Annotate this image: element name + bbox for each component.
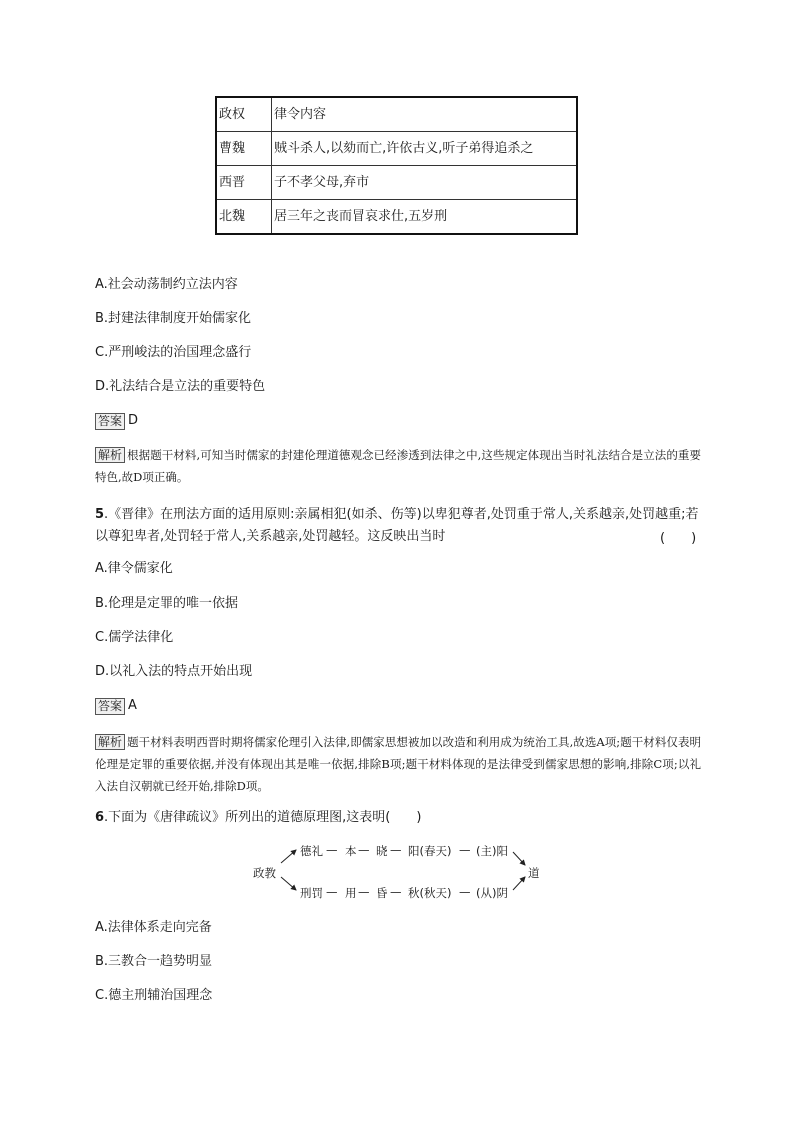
q4-answer-value: D: [128, 413, 139, 428]
q5-explain-badge: 解析: [95, 734, 125, 750]
q4-option-a: A.社会动荡制约立法内容: [95, 277, 238, 292]
q6-number: 6: [95, 810, 105, 825]
q5-answer-paren: ( ): [660, 531, 697, 546]
diagram-dash: —: [459, 885, 471, 899]
q5-explain-text: 题干材料表明西晋时期将儒家伦理引入法律,即儒家思想被加以改造和利用成为统治工具,故选A项;题干材料仅表明伦理是定罪的重要依据,并没有体现出其是唯一依据,排除B项;题干材料体现的是法律受到儒家思想的影响,排除C项;以礼入法自汉朝就已经开始,排除D项。: [95, 735, 701, 793]
diagram-bottom-3: 昏: [376, 886, 388, 900]
diagram-dash: —: [358, 885, 370, 899]
diagram-bottom-1: 刑罚: [300, 886, 323, 900]
header-cell: 政权: [216, 97, 272, 132]
table-cell: 贼斗杀人,以劾而亡,许依古义,听子弟得追杀之: [272, 132, 578, 166]
table-cell: 北魏: [216, 200, 272, 235]
diagram-left-node: 政教: [253, 866, 276, 880]
q4-answer-badge: 答案: [95, 413, 125, 430]
q5-text: .《晋律》在刑法方面的适用原则:亲属相犯(如杀、伤等)以卑犯尊者,处罚重于常人,关系越亲,处罚越重;若以尊犯卑者,处罚轻于常人,关系越亲,处罚越轻。这反映出当时: [95, 507, 699, 544]
diagram-right-node: 道: [528, 866, 540, 880]
diagram-top-3: 晓: [376, 844, 388, 858]
q6-option-b: B.三教合一趋势明显: [95, 954, 213, 969]
diagram-top-1: 德礼: [300, 844, 323, 858]
diagram-top-4: 阳(春天): [408, 844, 452, 858]
arrow-right-bottom: [513, 877, 525, 890]
q6-option-a: A.法律体系走向完备: [95, 920, 212, 935]
q6-option-c: C.德主刑辅治国理念: [95, 988, 213, 1003]
diagram-bottom-2: 用: [345, 886, 357, 900]
diagram-dash: —: [390, 843, 402, 857]
diagram-top-2: 本: [345, 844, 357, 858]
diagram-top-5: (主)阳: [476, 844, 508, 858]
q4-option-d: D.礼法结合是立法的重要特色: [95, 379, 266, 394]
q5-answer-value: A: [128, 698, 137, 713]
q4-option-c: C.严刑峻法的治国理念盛行: [95, 345, 252, 360]
table-cell: 子不孝父母,弃市: [272, 166, 578, 200]
arrow-left-top: [281, 850, 296, 863]
q4-option-b: B.封建法律制度开始儒家化: [95, 311, 252, 326]
q6-text: .下面为《唐律疏议》所列出的道德原理图,这表明( ): [104, 810, 422, 825]
q5-option-d: D.以礼入法的特点开始出现: [95, 664, 253, 679]
q4-explain-badge: 解析: [95, 447, 125, 463]
diagram-bottom-5: (从)阴: [476, 886, 508, 900]
header-cell: 律令内容: [272, 97, 578, 132]
q5-option-b: B.伦理是定罪的唯一依据: [95, 596, 239, 611]
diagram-dash: —: [358, 843, 370, 857]
diagram-dash: —: [459, 843, 471, 857]
q5-number: 5: [95, 507, 105, 522]
q5-option-c: C.儒学法律化: [95, 630, 174, 645]
diagram-dash: —: [390, 885, 402, 899]
q5-answer-badge: 答案: [95, 698, 125, 715]
table-cell: 居三年之丧而冒哀求仕,五岁刑: [272, 200, 578, 235]
table-cell: 西晋: [216, 166, 272, 200]
q5-option-a: A.律令儒家化: [95, 561, 173, 576]
arrow-left-bottom: [281, 877, 296, 890]
diagram-dash: —: [326, 885, 338, 899]
diagram-bottom-4: 秋(秋天): [408, 886, 452, 900]
arrow-right-top: [513, 852, 525, 865]
q4-explain-text: 根据题干材料,可知当时儒家的封建伦理道德观念已经渗透到法律之中,这些规定体现出当时礼法结合是立法的重要特色,故D项正确。: [95, 448, 701, 484]
diagram-dash: —: [326, 843, 338, 857]
table-cell: 曹魏: [216, 132, 272, 166]
